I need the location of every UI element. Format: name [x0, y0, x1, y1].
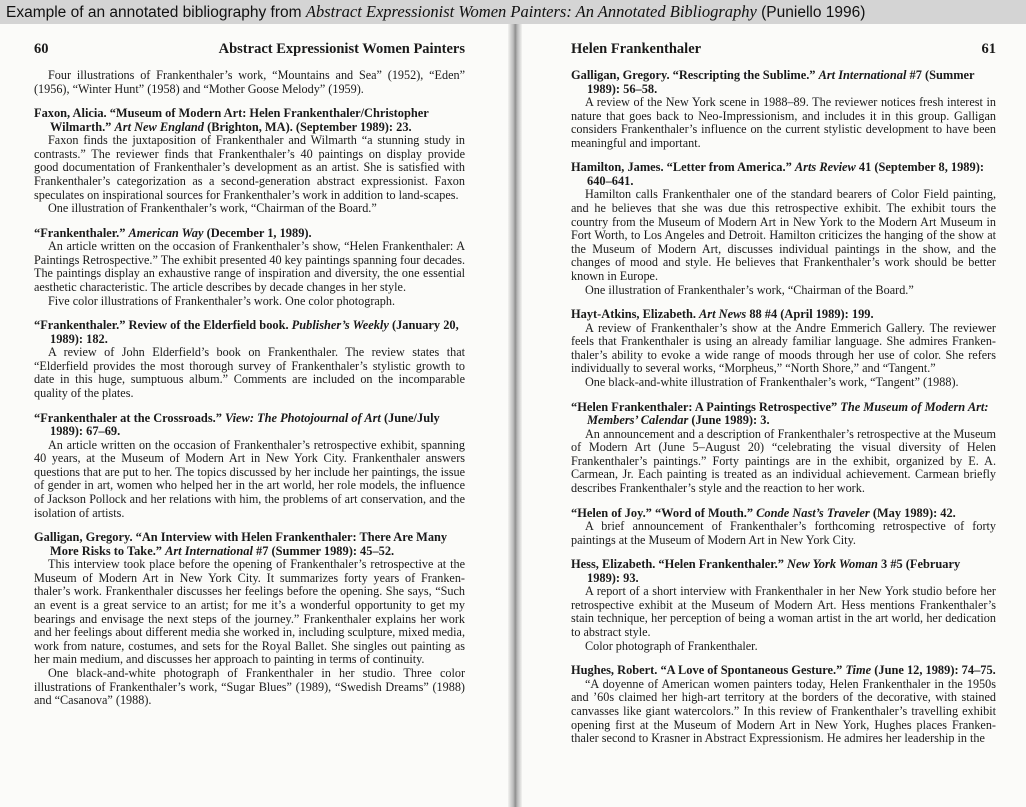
entry-citation: [571, 308, 996, 322]
citation-details: (June 1989): 3.: [688, 413, 770, 428]
right-page-number: 61: [981, 41, 996, 57]
entry-citation: [571, 161, 996, 188]
entry-annotation: Color photograph of Frankenthaler.: [585, 638, 758, 653]
entry-annotation: A review of Frankenthaler’s show at the Andre Emmerich Gallery. The reviewer feels that Frankenthaler is using an already familiar language. She admires Franken-thaler’s ability to evoke a wide range of moods through her use of color. She refers individually to several works, “Morpheus,” “North Shore,” and “Tangent.”: [571, 320, 996, 376]
citation-text: “Frankenthaler.”: [34, 225, 129, 240]
citation-text: Galligan, Gregory. “An Interview with Helen Frankenthaler: There Are Many More Risks to Take.”: [34, 530, 448, 558]
citation-source: New York Woman: [787, 557, 878, 572]
entry-citation: [571, 558, 996, 585]
citation-text: Hamilton, James. “Letter from America.”: [571, 160, 795, 175]
bibliography-entry: [571, 308, 996, 389]
citation-text: “Helen Frankenthaler: A Paintings Retrospective”: [571, 399, 841, 414]
entry-annotation: A review of John Elderfield’s book on Frankenthaler. The review states that “Elderfield provides the most thorough survey of Frankenthaler’s stylistic growth to date in this huge, sumptuous album.” Comments are included on the incomparable quality of the plates.: [34, 345, 465, 400]
caption-book-title: Abstract Expressionist Women Painters: An Annotated Bibliography: [305, 2, 757, 21]
citation-details: (December 1, 1989).: [203, 225, 312, 240]
citation-details: 88 #4 (April 1989): 199.: [746, 307, 874, 322]
citation-details: (June/July 1989): 67–69.: [50, 410, 440, 439]
caption-prefix: Example of an annotated bibliography from: [6, 4, 306, 21]
entry-annotation: Five color illustrations of Frankenthaler’s work. One color photograph.: [48, 293, 396, 308]
citation-source: Art International: [165, 543, 253, 558]
bibliography-entry: [34, 531, 465, 708]
citation-text: Hayt-Atkins, Elizabeth.: [571, 307, 700, 322]
entry-annotation: A review of the New York scene in 1988–89. The reviewer notices fresh interest in nature that goes back to Neo-Impressionism, and includes it in this group. Galligan considers Frankenthaler’s influence on the current stylistic development to have been meaningful and important.: [571, 95, 996, 150]
bibliography-entry: [34, 69, 465, 96]
citation-text: Hess, Elizabeth. “Helen Frankenthaler.”: [571, 557, 788, 572]
citation-text: “Frankenthaler.” Review of the Elderfield book.: [34, 318, 292, 333]
entry-annotation: This interview took place before the opening of Frankenthaler’s retrospective at the Museum of Modern Art in New York City. It summarizes forty years of Franken-thaler’s work. Frankenthaler discusses her feelings before the opening. She says, “Such an event is a great service to an artist; for me it’s a wonderful opportunity to get my bearings and envisage the next steps of the journey.” Frankenthaler explains her work and her feelings about different media she worked in, including sculpture, mixed media, work from nature, costumes, and sets for the Royal Ballet. She singles out painting as her main medium, and discusses her approach to painting in terms of continuity.: [34, 557, 465, 667]
book-gutter: [508, 24, 522, 807]
citation-source: Arts Review: [794, 160, 856, 175]
bibliography-entry: [571, 161, 996, 297]
entry-annotation: One illustration of Frankenthaler’s work, “Chairman of the Board.”: [585, 282, 914, 297]
citation-details: (May 1989): 42.: [869, 505, 956, 520]
bibliography-entry: [571, 401, 996, 496]
left-page-number: 60: [34, 41, 49, 57]
citation-source: Art New England: [114, 119, 204, 134]
left-running-head: [34, 40, 465, 58]
entry-annotation: A brief announcement of Frankenthaler’s forthcoming retrospective of forty paintings at the Museum of Modern Art in New York City.: [571, 519, 996, 547]
citation-text: Hughes, Robert. “A Love of Spontaneous Gesture.”: [571, 663, 846, 678]
citation-text: Faxon, Alicia. “Museum of Modern Art: Helen Frankenthaler/Christopher Wilmarth.”: [34, 106, 429, 134]
citation-source: Art International: [818, 68, 907, 82]
right-running-head: [571, 40, 996, 58]
entry-annotation: One black-and-white photograph of Frankenthaler in her studio. Three color illustrations of Frankenthaler’s work, “Sugar Blues” (1989), “Swedish Dreams” (1988) and “Casanova” (1988).: [34, 665, 465, 708]
citation-text: “Helen of Joy.” “Word of Mouth.”: [571, 505, 757, 520]
right-entries: [571, 69, 996, 746]
bibliography-entry: [571, 664, 996, 745]
bibliography-entry: [571, 507, 996, 548]
citation-details: #7 (Summer 1989): 45–52.: [252, 543, 395, 558]
citation-source: Time: [845, 663, 872, 678]
citation-details: (January 20, 1989): 182.: [50, 318, 459, 346]
citation-details: 3 #5 (February 1989): 93.: [587, 557, 961, 585]
citation-details: 41 (September 8, 1989): 640–641.: [587, 160, 984, 188]
right-page: [515, 24, 1026, 807]
entry-citation: [571, 69, 996, 96]
citation-details: (June 12, 1989): 74–75.: [871, 663, 996, 678]
citation-source: View: The Photojournal of Art: [225, 410, 381, 425]
citation-source: The Museum of Modern Art: Members’ Calendar: [587, 399, 989, 428]
entry-annotation: Four illustrations of Frankenthaler’s work, “Mountains and Sea” (1952), “Eden” (1956), “Winter Hunt” (1958) and “Mother Goose Melody” (1959).: [34, 68, 465, 96]
citation-text: “Frankenthaler at the Crossroads.”: [34, 410, 226, 425]
citation-source: American Way: [128, 225, 204, 240]
citation-details: (Brighton, MA). (September 1989): 23.: [204, 119, 412, 134]
citation-text: Galligan, Gregory. “Rescripting the Sublime.”: [571, 68, 819, 82]
citation-source: Art News: [699, 307, 747, 322]
entry-annotation: An article written on the occasion of Frankenthaler’s retrospective exhibit, spanning 40 years, at the Museum of Modern Art in New York City. Frankenthaler answers questions that are put to her. The topics discussed by her include her paintings, the issue of gender in art, women who helped her in the art world, her role models, the influence of Jackson Pollock and her relations with him, the problems of art conservation, and the isolation of artists.: [34, 437, 465, 520]
entry-annotation: “A doyenne of American women painters today, Helen Frankenthaler in the 1950s and ’60s claimed her high-art territory at the borders of the decorative, with stained canvasses like giant watercolors.” In this review of Frankenthaler’s travelling exhibit opening first at the Museum of Modern Art in New York, Hughes places Franken-thaler second to Krasner in Abstract Expressionism. He admires her leadership in the: [571, 676, 996, 746]
entry-annotation: A report of a short interview with Frankenthaler in her New York studio before her retrospective exhibit at the Museum of Modern Art. Hess mentions Frankenthaler’s stain technique, her perception of being a woman artist in the art world, her dedication to abstract style.: [571, 584, 996, 640]
citation-source: Publisher’s Weekly: [291, 318, 389, 333]
bibliography-entry: [34, 107, 465, 216]
bibliography-entry: [34, 227, 465, 308]
entry-annotation: An article written on the occasion of Frankenthaler’s show, “Helen Frankenthaler: A Paintings Retrospective.” The exhibit presented 40 key paintings spanning four decades. The paintings display an exhaustive range of inspiration and diversity, the one essential aesthetic characteristic. The article describes by decade changes in her style.: [34, 239, 465, 295]
entry-citation: [34, 227, 465, 241]
bibliography-entry: [571, 558, 996, 653]
left-page: [0, 24, 513, 807]
entry-annotation: One black-and-white illustration of Frankenthaler’s work, “Tangent” (1988).: [585, 375, 959, 389]
entry-citation: [34, 107, 465, 134]
left-running-head-title: Abstract Expressionist Women Painters: [218, 41, 465, 57]
entry-citation: [571, 401, 996, 428]
caption-suffix: (Puniello 1996): [756, 4, 866, 21]
entry-citation: [34, 319, 465, 346]
left-entries: [34, 69, 465, 708]
entry-annotation: Hamilton calls Frankenthaler one of the standard bearers of Color Field painting, and he believes that she was due this retrospective exhibit. The exhibit tours the country from the Museum of Modern Art in New York to the Modern Art Museum in Fort Worth, to Los Angeles and Detroit. Hamilton criticizes the hanging of the show at the Museum of Modern Art, discusses individual paintings in the show, and the changes of mood and style. He believes that Frankenthaler’s work should be better known in Europe.: [571, 187, 996, 283]
entry-citation: [34, 412, 465, 439]
image-caption: [0, 0, 1026, 24]
entry-citation: [571, 507, 996, 521]
entry-annotation: An announcement and a description of Frankenthaler’s retrospective at the Museum of Modern Art (June 5–August 20) “celebrating the visual diversity of Helen Frankenthaler’s paintings.” Forty paintings are in the exhibit, organized by E. A. Carmean, Jr. Each painting is treated as an individual achievement. Carmean briefly describes Frankenthaler’s style and the reaction to her work.: [571, 426, 996, 495]
bibliography-entry: [571, 69, 996, 150]
right-running-head-title: Helen Frankenthaler: [571, 41, 702, 57]
bibliography-entry: [34, 319, 465, 400]
entry-annotation: One illustration of Frankenthaler’s work, “Chairman of the Board.”: [48, 201, 377, 216]
citation-source: Conde Nast’s Traveler: [756, 505, 870, 520]
citation-details: #7 (Summer 1989): 56–58.: [587, 68, 975, 96]
bibliography-entry: [34, 412, 465, 521]
entry-citation: [571, 664, 996, 678]
entry-annotation: Faxon finds the juxtaposition of Frankenthaler and Wilmarth “a stunning study in contrasts.” The reviewer finds that Frankenthaler’s 40 paintings on display provide good documentation of Frankenthaler’s development as an artist. She is satisfied with Frankenthaler’s categorization as a second-generation abstract expressionist. Faxon speculates on inspirational sources for Frankenthaler’s work in addition to land-scapes.: [34, 133, 465, 202]
entry-citation: [34, 531, 465, 558]
